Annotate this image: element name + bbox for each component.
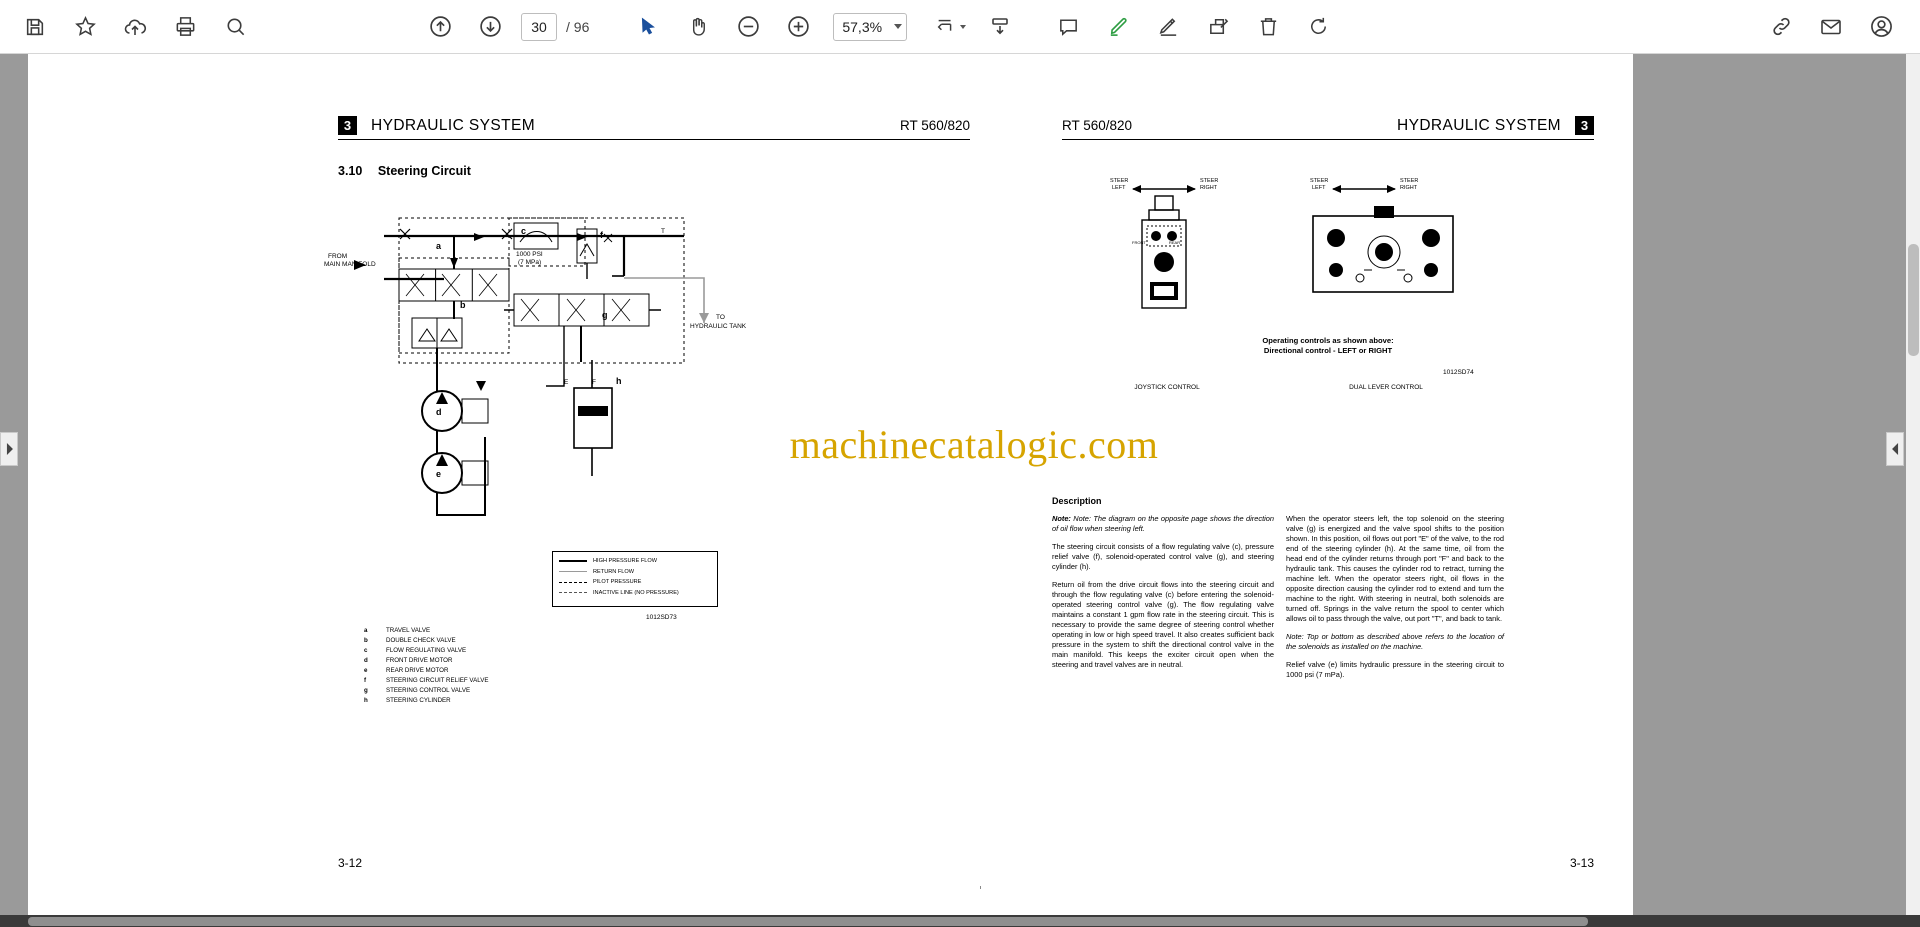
save-icon[interactable] xyxy=(13,5,57,49)
key-row xyxy=(364,656,488,666)
svg-text:MAIN MANIFOLD: MAIN MANIFOLD xyxy=(324,261,376,268)
svg-text:F: F xyxy=(592,379,596,386)
legend-label: RETURN FLOW xyxy=(593,568,635,575)
pan-hand-icon[interactable] xyxy=(676,5,720,49)
svg-text:FRONT: FRONT xyxy=(1132,240,1146,245)
legend-swatch-pilot-pressure xyxy=(559,582,587,583)
key-text: TRAVEL VALVE xyxy=(386,627,431,634)
component-key-list xyxy=(364,626,488,706)
comment-icon[interactable] xyxy=(1046,5,1090,49)
horizontal-scrollbar[interactable] xyxy=(0,915,1920,927)
svg-text:E: E xyxy=(564,379,569,386)
paragraph-text-1: When the operator steers left, the top solenoid on the steering valve (g) is energized and the valve spool shifts to the position shown. In this position, oil flows out port "E" of the valve, to the rod end of the steering cylinder (h). At the same time, oil from the head end of the cylinder returns through port "F" and back to the hydraulic tank. This causes the cylinder rod to retract, turning the machine left. When the operator steers right, oil flows in the opposite direction causing the cylinder rod to extend and turn the machine to the right. With steering in neutral, both solenoids are turned off. Springs in the valve return the spool to center which allows oil to pass through the valve, out port "T", and back to tank. xyxy=(1286,514,1504,623)
sidebar-expand-right-button[interactable] xyxy=(1886,432,1904,466)
stamp-icon[interactable] xyxy=(1196,5,1240,49)
key-row xyxy=(364,666,488,676)
svg-text:STEER: STEER xyxy=(1310,178,1329,184)
watermark-text: machinecatalogic.com xyxy=(789,422,1159,467)
paragraph-text-2: The steering circuit consists of a flow regulating valve (c), pressure relief valve (f), solenoid-operated control valve (g), and steering cylinder (h). xyxy=(1052,541,1274,571)
header-rule xyxy=(338,139,970,140)
account-icon[interactable] xyxy=(1859,5,1903,49)
pdf-toolbar xyxy=(0,0,1920,54)
draw-icon[interactable] xyxy=(1146,5,1190,49)
description-heading: Description xyxy=(1052,496,1102,506)
schematic-legend xyxy=(552,551,718,607)
key-row xyxy=(364,686,488,696)
page-left-model: RT 560/820 xyxy=(899,118,970,133)
legend-swatch-high-pressure xyxy=(559,560,587,562)
svg-text:f: f xyxy=(600,230,603,240)
key-text: FLOW REGULATING VALVE xyxy=(386,647,467,655)
fit-page-icon[interactable] xyxy=(928,5,972,49)
key-letter: f xyxy=(364,677,367,685)
page-number-input[interactable]: 30 xyxy=(521,13,557,41)
toolbar-left-group xyxy=(10,5,260,49)
page-left-header xyxy=(338,116,970,146)
zoom-value: 57,3% xyxy=(842,18,883,35)
horizontal-scrollbar-thumb[interactable] xyxy=(28,917,1588,926)
joystick-control-caption: JOYSTICK CONTROL xyxy=(1134,384,1200,391)
zoom-in-icon[interactable] xyxy=(776,5,820,49)
svg-text:STEER: STEER xyxy=(1110,178,1129,184)
key-letter: b xyxy=(364,637,368,645)
svg-text:e: e xyxy=(436,469,442,479)
svg-text:h: h xyxy=(616,376,622,386)
legend-item xyxy=(559,568,711,576)
svg-text:RIGHT: RIGHT xyxy=(1200,185,1218,191)
share-link-icon[interactable] xyxy=(1759,5,1803,49)
zoom-selector[interactable] xyxy=(833,13,907,41)
svg-text:RIGHT: RIGHT xyxy=(1400,185,1418,191)
paragraph-text-3: Relief valve (e) limits hydraulic pressure in the steering circuit to 1000 psi (7 mPa). xyxy=(1286,659,1504,679)
viewer-right-gutter xyxy=(1633,54,1920,927)
key-letter: c xyxy=(364,647,368,655)
highlight-pen-icon[interactable] xyxy=(1096,5,1140,49)
svg-text:(7 MPa): (7 MPa) xyxy=(518,259,542,266)
upload-cloud-icon[interactable] xyxy=(113,5,157,49)
header-rule xyxy=(1062,139,1594,140)
page-left-header-title: HYDRAULIC SYSTEM xyxy=(371,116,536,134)
key-text: STEERING CONTROL VALVE xyxy=(386,687,471,695)
legend-label: PILOT PRESSURE xyxy=(593,579,642,586)
key-letter: g xyxy=(364,687,368,695)
key-letter: e xyxy=(364,667,368,675)
key-text: FRONT DRIVE MOTOR xyxy=(386,657,453,665)
key-row xyxy=(364,696,488,706)
legend-swatch-inactive-line xyxy=(559,592,587,593)
paragraph-text-1: Note: The diagram on the opposite page shows the direction of oil flow when steering left. xyxy=(1052,514,1274,533)
svg-text:LEFT: LEFT xyxy=(1312,185,1326,191)
svg-text:a: a xyxy=(436,241,442,251)
sidebar-expand-left-button[interactable] xyxy=(0,432,18,466)
key-row xyxy=(364,636,488,646)
drawing-id-left: 1012SD73 xyxy=(646,614,677,621)
operating-controls-note xyxy=(1158,336,1498,357)
svg-text:FROM: FROM xyxy=(328,253,348,260)
pdf-page-spread xyxy=(28,54,1633,927)
legend-swatch-return-flow xyxy=(559,571,587,572)
print-icon[interactable] xyxy=(163,5,207,49)
key-letter: d xyxy=(364,657,368,665)
description-column-left xyxy=(1052,514,1274,678)
section-title-text: Steering Circuit xyxy=(377,164,471,178)
svg-text:STEER: STEER xyxy=(1200,178,1219,184)
svg-text:b: b xyxy=(460,300,466,310)
paragraph: Note: Note: The diagram on the opposite page shows the direction of oil flow when steering left. xyxy=(1052,514,1274,533)
zoom-out-icon[interactable] xyxy=(726,5,770,49)
section-number: 3.10 xyxy=(338,164,363,178)
paragraph-text-3: Return oil from the drive circuit flows into the steering circuit and through the flow regulating valve (c) before entering the solenoid-operated steering control valve (g). The flow regulating valve maintains a constant 1 gpm flow rate in the steering circuit. This is necessary to provide the same degree of steering control whether operating in low or high speed travel. It also creates sufficient back pressure in the system to shift the directional control valve in the main manifold. This keeps the exciter circuit open when the steering and travel valves are in neutral. xyxy=(1052,579,1274,669)
select-cursor-icon[interactable] xyxy=(626,5,670,49)
key-text: DOUBLE CHECK VALVE xyxy=(386,637,456,645)
svg-text:1000 PSI: 1000 PSI xyxy=(516,251,543,258)
page-right-footer: 3-13 xyxy=(1569,856,1594,870)
legend-label: HIGH PRESSURE FLOW xyxy=(593,558,658,564)
svg-text:g: g xyxy=(602,310,608,320)
page-left-footer: 3-12 xyxy=(338,856,363,870)
svg-text:HYDRAULIC TANK: HYDRAULIC TANK xyxy=(690,323,747,330)
control-panel-illustration xyxy=(1048,146,1608,396)
svg-text:TO: TO xyxy=(716,314,725,321)
search-icon[interactable] xyxy=(213,5,257,49)
rotate-icon[interactable] xyxy=(1296,5,1340,49)
document-page-right[interactable] xyxy=(1048,96,1608,886)
dual-lever-control-caption: DUAL LEVER CONTROL xyxy=(1349,384,1423,391)
toolbar-right-group xyxy=(1756,5,1906,49)
key-text: REAR DRIVE MOTOR xyxy=(386,667,449,675)
page-up-icon[interactable] xyxy=(418,5,462,49)
chapter-badge: 3 xyxy=(338,116,357,135)
paragraph-text-2: Note: Top or bottom as described above refers to the location of the solenoids as installed on the machine. xyxy=(1286,631,1504,651)
key-row xyxy=(364,676,488,686)
vertical-scrollbar[interactable] xyxy=(1906,54,1920,927)
key-letter: h xyxy=(364,697,368,705)
key-row xyxy=(364,626,488,636)
chapter-badge: 3 xyxy=(1575,116,1594,135)
operating-note-line1: Operating controls as shown above: xyxy=(1262,336,1394,345)
key-text: STEERING CYLINDER xyxy=(386,697,451,705)
svg-text:STEER: STEER xyxy=(1400,178,1419,184)
section-heading xyxy=(338,164,471,178)
svg-text:T: T xyxy=(661,228,665,235)
page-total-label: / 96 xyxy=(566,18,590,35)
mail-icon[interactable] xyxy=(1809,5,1853,49)
svg-text:c: c xyxy=(521,226,527,236)
pdf-viewer xyxy=(0,54,1920,927)
svg-text:d: d xyxy=(436,407,442,417)
viewer-left-gutter xyxy=(0,54,28,927)
drawing-id-right: 1012SD74 xyxy=(1443,369,1474,376)
page-right-model: RT 560/820 xyxy=(1062,118,1133,133)
key-letter: a xyxy=(364,627,368,634)
legend-item xyxy=(559,557,711,565)
chevron-down-icon[interactable] xyxy=(960,25,966,29)
key-text: STEERING CIRCUIT RELIEF VALVE xyxy=(386,677,489,685)
scrollbar-thumb[interactable] xyxy=(1908,244,1919,356)
description-column-right xyxy=(1286,514,1504,688)
page-down-icon[interactable] xyxy=(468,5,512,49)
legend-item xyxy=(559,589,711,597)
toolbar-center-group xyxy=(415,5,1343,49)
svg-text:LEFT: LEFT xyxy=(1112,185,1126,191)
page-right-header-title: HYDRAULIC SYSTEM xyxy=(1396,116,1561,134)
operating-note-line2: Directional control - LEFT or RIGHT xyxy=(1263,346,1393,356)
chevron-down-icon[interactable] xyxy=(894,24,902,29)
star-icon[interactable] xyxy=(63,5,107,49)
svg-text:REAR: REAR xyxy=(1169,240,1181,245)
page-right-header xyxy=(1062,116,1594,146)
scroll-mode-icon[interactable] xyxy=(978,5,1022,49)
key-row xyxy=(364,646,488,656)
delete-icon[interactable] xyxy=(1246,5,1290,49)
legend-item xyxy=(559,578,711,586)
legend-label: INACTIVE LINE (NO PRESSURE) xyxy=(593,589,679,596)
